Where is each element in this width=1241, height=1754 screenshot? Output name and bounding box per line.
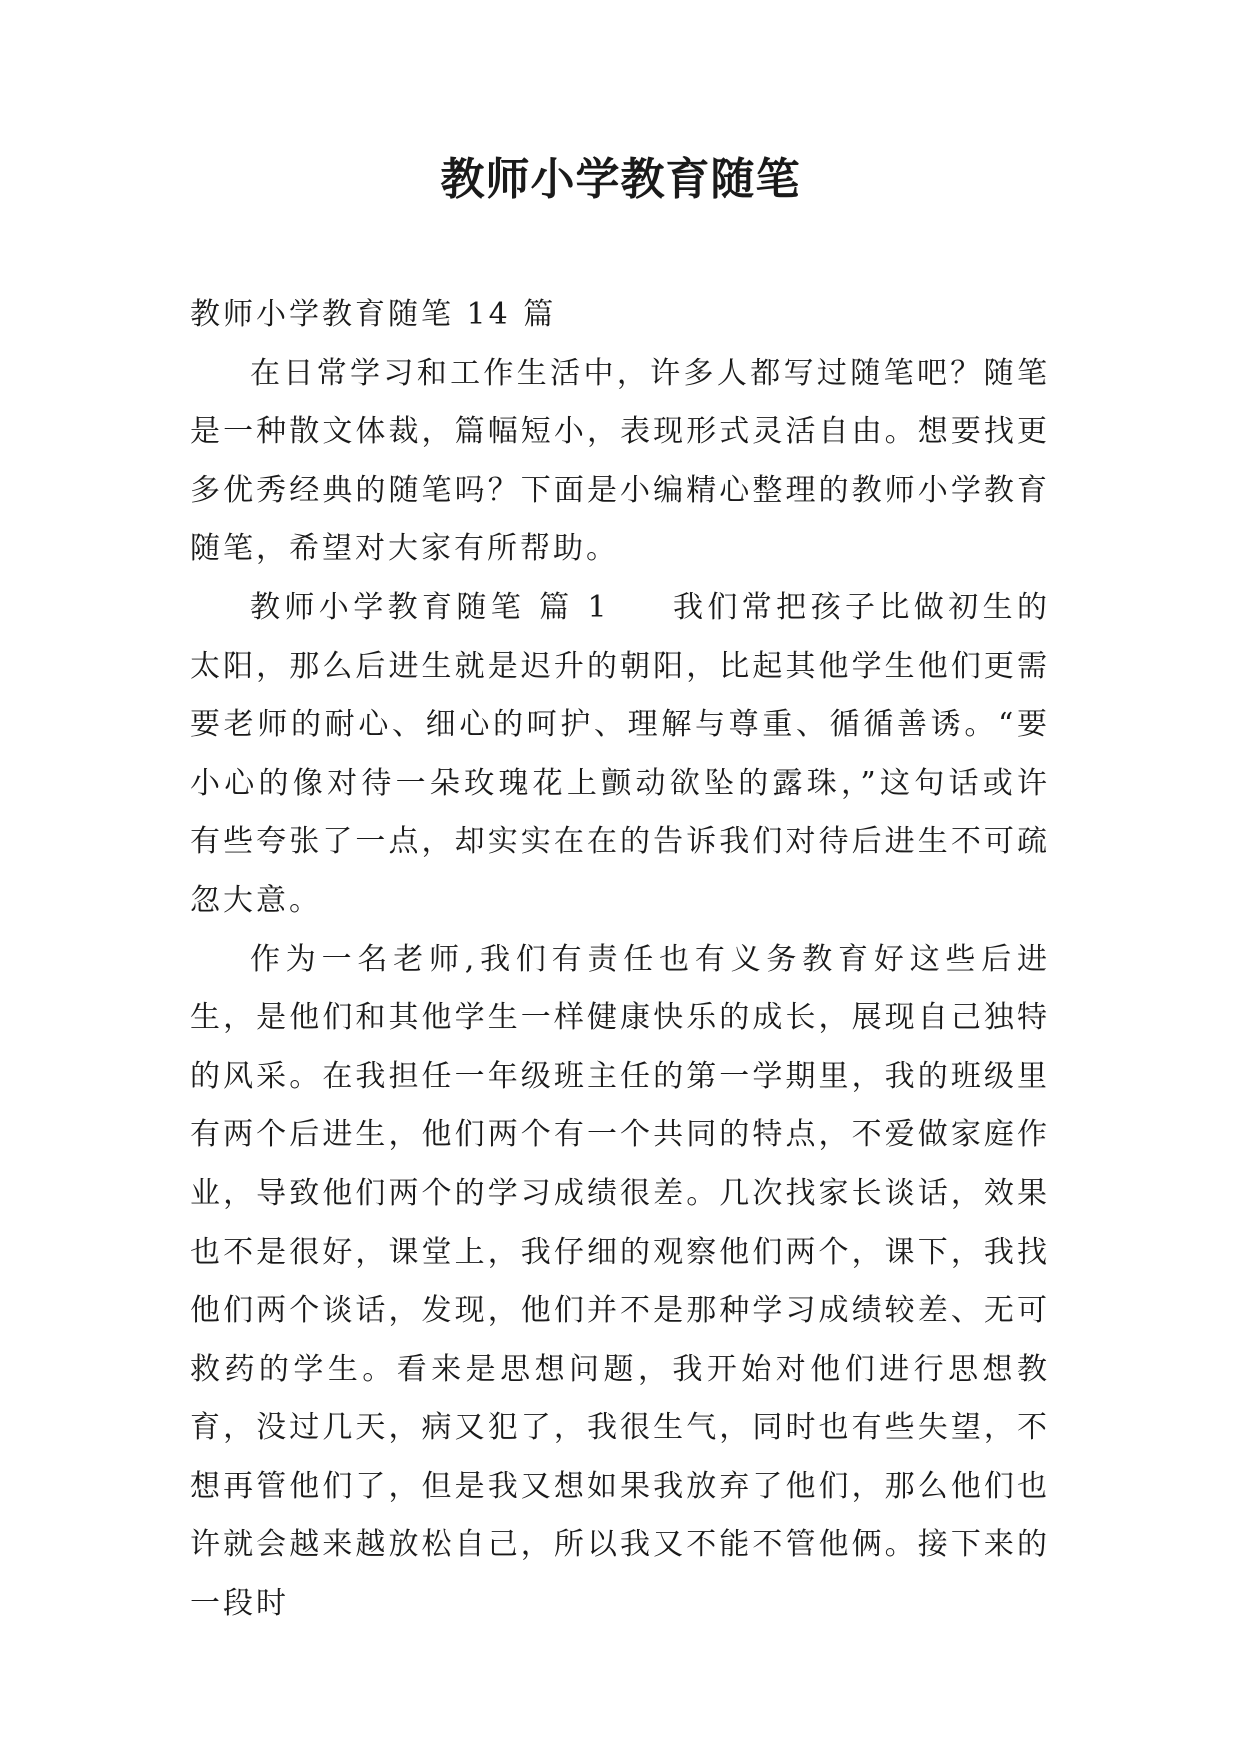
- document-body: [190, 286, 1050, 1634]
- section-1-paragraph: [190, 579, 1050, 931]
- section-1-heading: 教师小学教育随笔 篇 1: [250, 589, 610, 625]
- paragraph-2: 作为一名老师,我们有责任也有义务教育好这些后进生，是他们和其他学生一样健康快乐的成长，展现自己独特的风采。在我担任一年级班主任的第一学期里，我的班级里有两个后进生，他们两个有一个共同的特点，不爱做家庭作业，导致他们两个的学习成绩很差。几次找家长谈话，效果也不是很好，课堂上，我仔细的观察他们两个，课下，我找他们两个谈话，发现，他们并不是那种学习成绩较差、无可救药的学生。看来是思想问题，我开始对他们进行思想教育，没过几天，病又犯了，我很生气，同时也有些失望，不想再管他们了，但是我又想如果我放弃了他们，那么他们也许就会越来越放松自己，所以我又不能不管他俩。接下来的一段时: [190, 941, 1050, 1622]
- section-1-text: 我们常把孩子比做初生的太阳，那么后进生就是迟升的朝阳，比起其他学生他们更需要老师的耐心、细心的呵护、理解与尊重、循循善诱。“要小心的像对待一朵玫瑰花上颤动欲坠的露珠，”这句话或许有些夸张了一点，却实实在在的告诉我们对待后进生不可疏忽大意。: [190, 589, 1050, 918]
- document-subtitle: 教师小学教育随笔 14 篇: [190, 297, 557, 332]
- document-title: 教师小学教育随笔: [440, 154, 801, 205]
- intro-paragraph: 在日常学习和工作生活中，许多人都写过随笔吧？随笔是一种散文体裁，篇幅短小，表现形式灵活自由。想要找更多优秀经典的随笔吗？下面是小编精心整理的教师小学教育随笔，希望对大家有所帮助。: [190, 355, 1050, 567]
